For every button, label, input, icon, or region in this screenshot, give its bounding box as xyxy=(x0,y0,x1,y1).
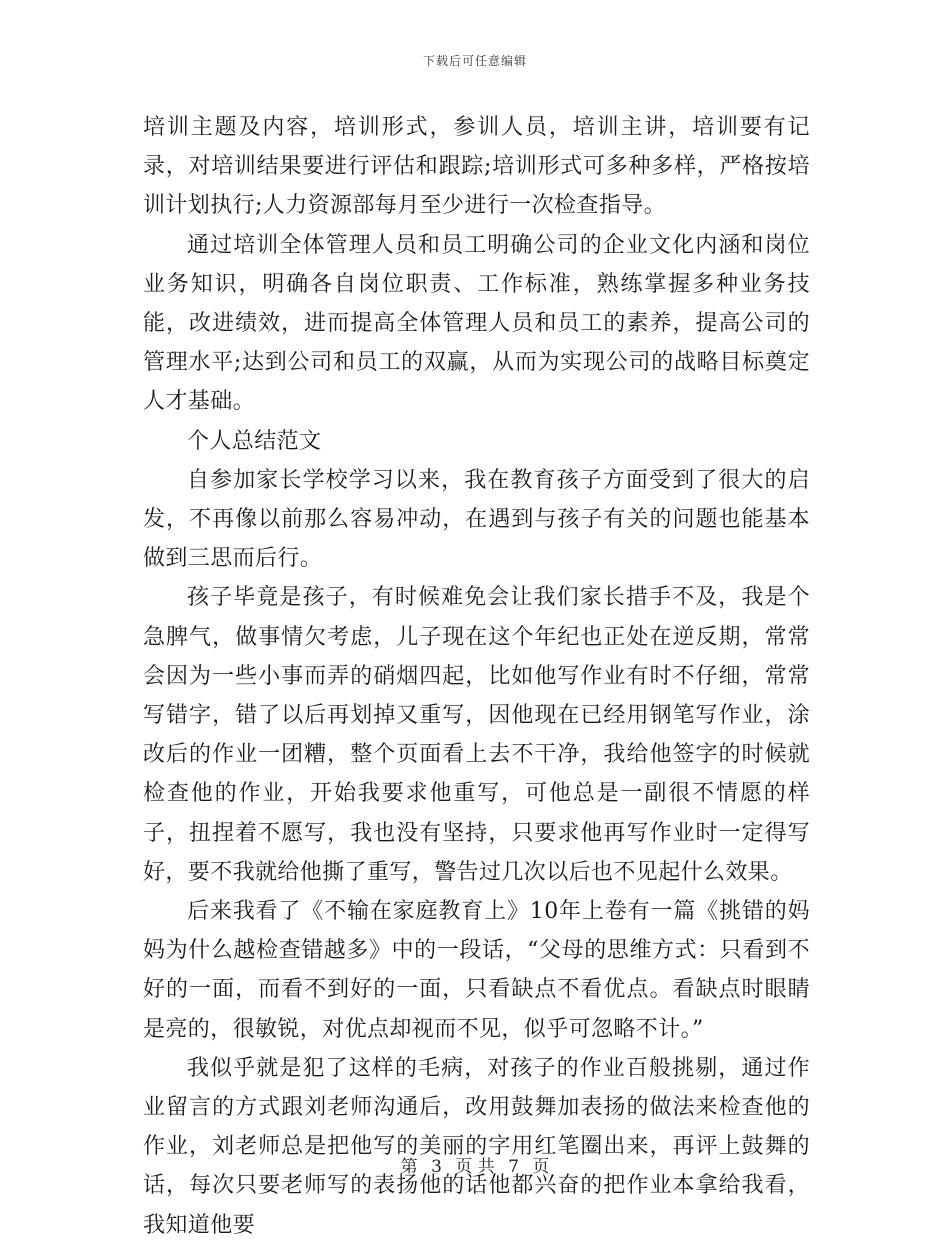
paragraph-teacher-feedback: 我似乎就是犯了这样的毛病，对孩子的作业百般挑剔，通过作业留言的方式跟刘老师沟通后，改用鼓舞加表扬的做法来检查他的作业，刘老师总是把他写的美丽的字用红笔圈出来，再评上鼓舞的话，每次只要老师写的表扬他的话他都兴奋的把作业本拿给我看，我知道他要 xyxy=(143,1055,810,1238)
document-body xyxy=(143,108,810,1245)
page-footer xyxy=(0,1152,950,1177)
footer-prefix: 第 xyxy=(400,1157,418,1177)
section-heading: 个人总结范文 xyxy=(187,428,322,454)
footer-middle: 页 共 xyxy=(455,1157,495,1177)
paragraph-training-requirements: 培训主题及内容，培训形式，参训人员，培训主讲，培训要有记录，对培训结果要进行评估和跟踪;培训形式可多种多样，严格按培训计划执行;人力资源部每月至少进行一次检查指导。 xyxy=(143,115,810,219)
paragraph-training-goals: 通过培训全体管理人员和员工明确公司的企业文化内涵和岗位业务知识，明确各自岗位职责、工作标准，熟练掌握多种业务技能，改进绩效，进而提高全体管理人员和员工的素养，提高公司的管理水平;达到公司和员工的双赢，从而为实现公司的战略目标奠定人才基础。 xyxy=(143,232,810,415)
page-header: 下载后可任意编辑 xyxy=(422,54,527,68)
total-page-count: 7 xyxy=(508,1157,519,1177)
current-page-number: 3 xyxy=(431,1157,442,1177)
paragraph-book-quote: 后来我看了《不输在家庭教育上》10年上卷有一篇《挑错的妈妈为什么越检查错越多》中的一段话，“父母的思维方式：只看到不好的一面，而看不到好的一面，只看缺点不看优点。看缺点时眼睛是亮的，很敏锐，对优点却视而不见，似乎可忽略不计。” xyxy=(143,899,810,1042)
footer-suffix: 页 xyxy=(532,1157,550,1177)
paragraph-parent-school: 自参加家长学校学习以来，我在教育孩子方面受到了很大的启发，不再像以前那么容易冲动，在遇到与孩子有关的问题也能基本做到三思而后行。 xyxy=(143,467,810,572)
paragraph-child-homework: 孩子毕竟是孩子，有时候难免会让我们家长措手不及，我是个急脾气，做事情欠考虑，儿子现在这个年纪也正处在逆反期，常常会因为一些小事而弄的硝烟四起，比如他写作业有时不仔细，常常写错字，错了以后再划掉又重写，因他现在已经用钢笔写作业，涂改后的作业一团糟，整个页面看上去不干净，我给他签字的时候就检查他的作业，开始我要求他重写，可他总是一副很不情愿的样子，扭捏着不愿写，我也没有坚持，只要求他再写作业时一定得写好，要不我就给他撕了重写，警告过几次以后也不见起什么效果。 xyxy=(143,585,810,885)
